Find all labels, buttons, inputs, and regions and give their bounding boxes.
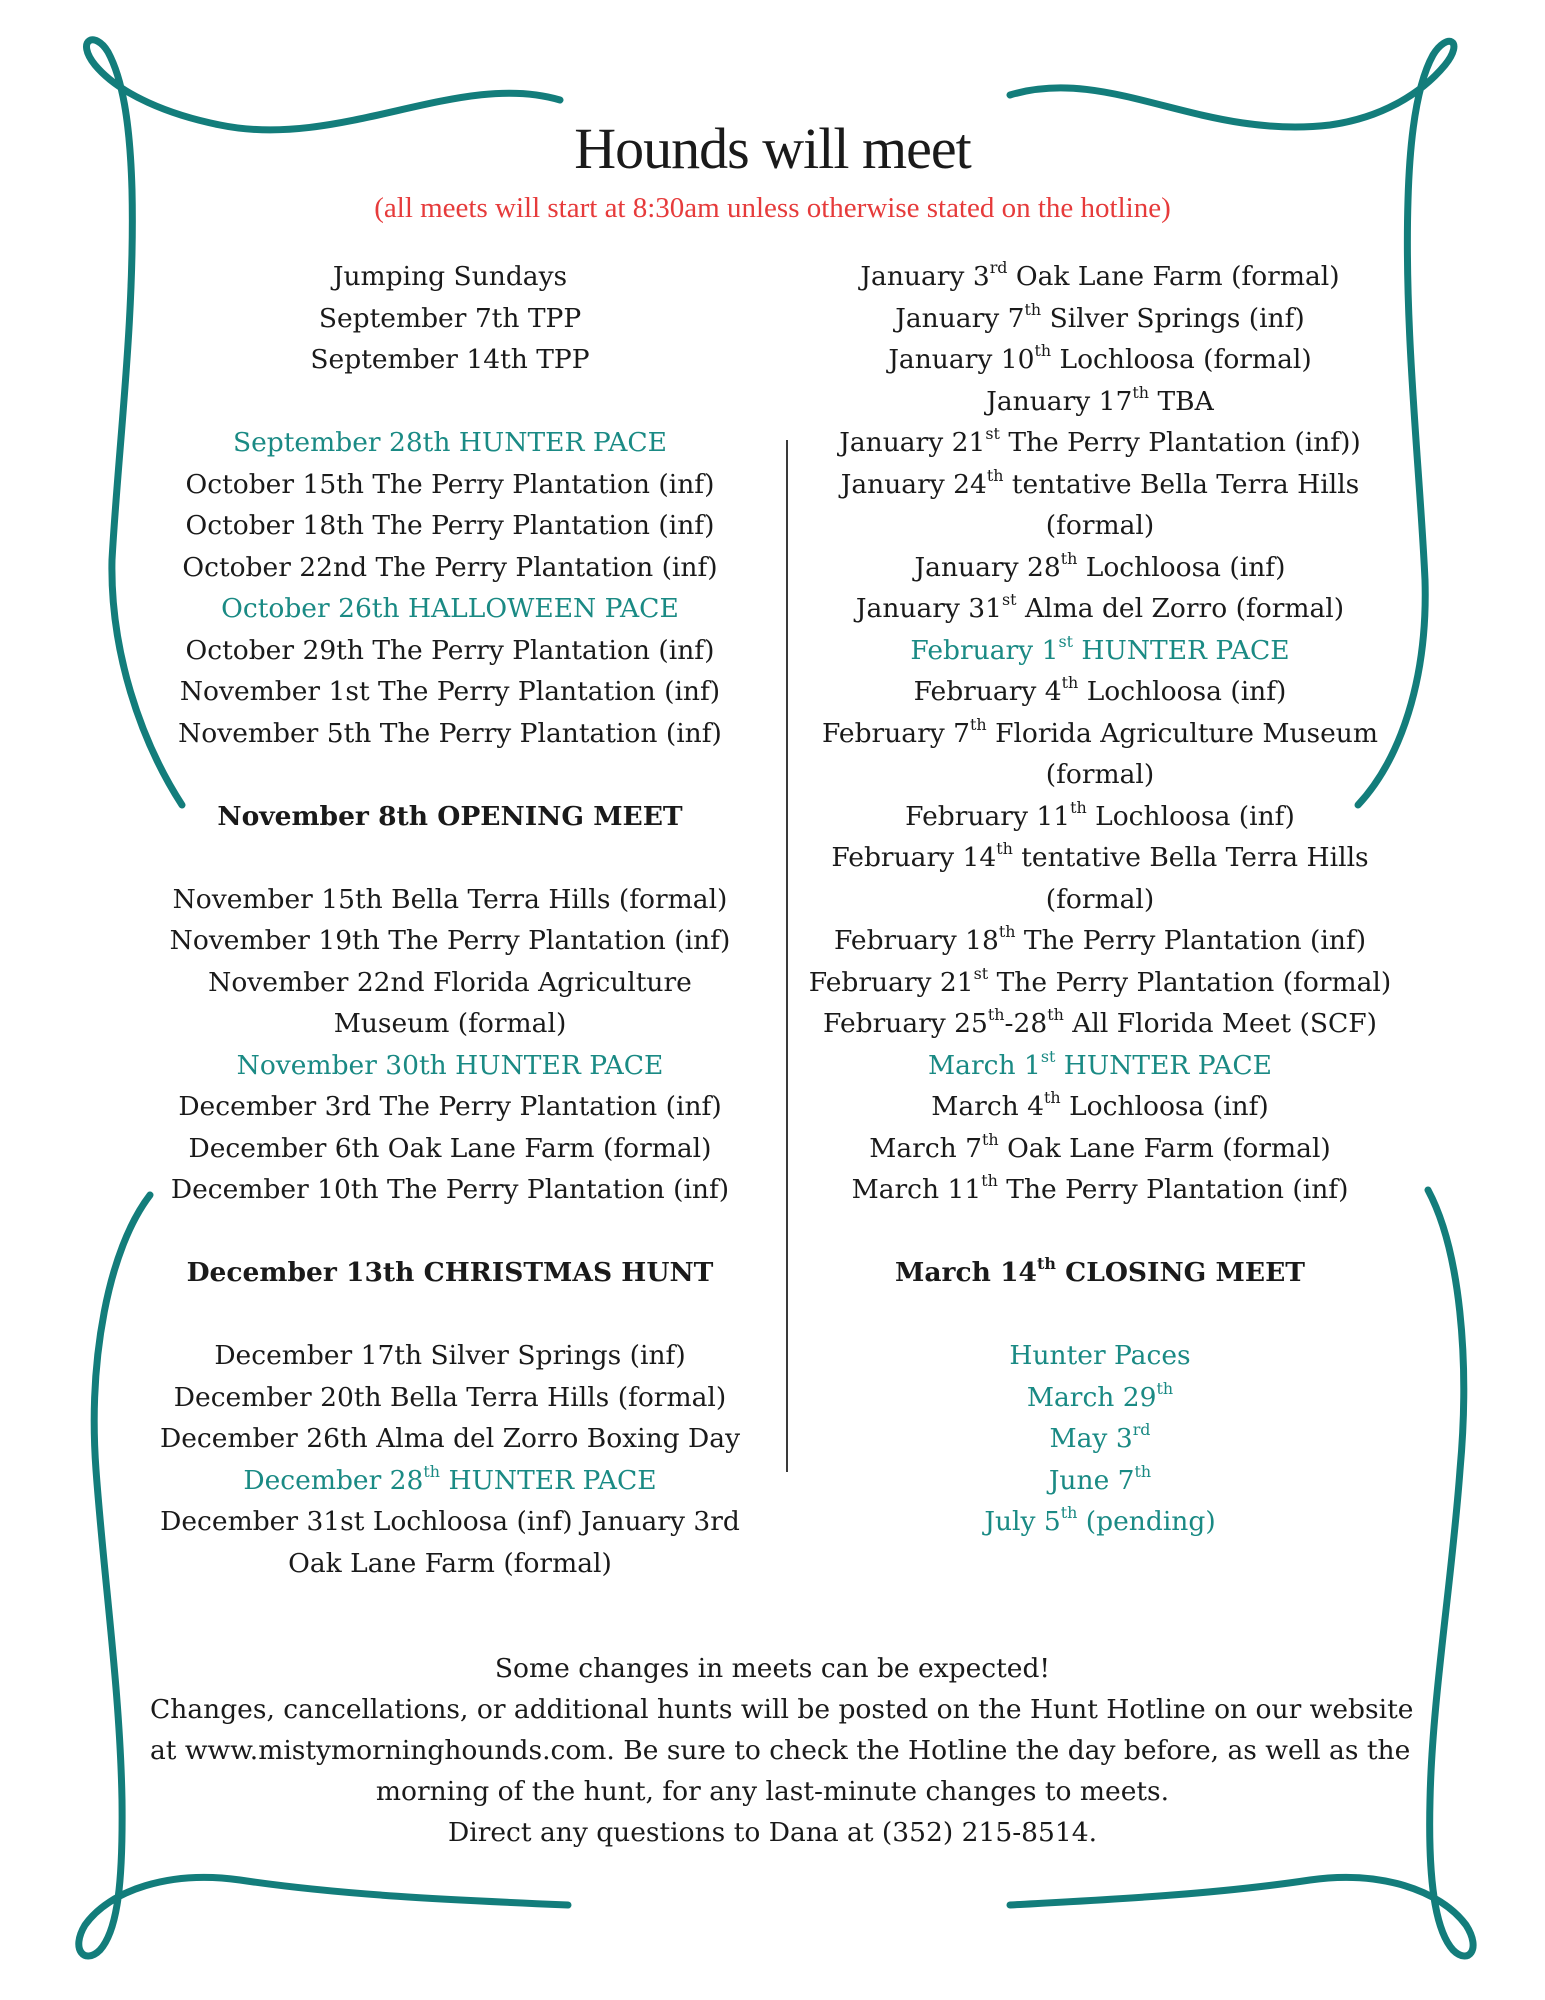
page-subtitle: (all meets will start at 8:30am unless otherwise stated on the hotline) (374, 192, 1171, 224)
halloween-pace-line: October 26th HALLOWEEN PACE (221, 593, 679, 624)
page-title: Hounds will meet (574, 116, 971, 181)
hunter-pace-date: May 3rd (1049, 1420, 1151, 1454)
schedule-line: February 7th Florida Agriculture Museum (821, 714, 1379, 749)
schedule-line: January 28th Lochloosa (inf) (914, 548, 1286, 583)
schedule-line: Oak Lane Farm (formal) (288, 1547, 612, 1579)
schedule-line: November 1st The Perry Plantation (inf) (179, 676, 721, 707)
schedule-line: November 5th The Perry Plantation (inf) (178, 717, 722, 749)
left-schedule-column (140, 256, 760, 1584)
schedule-line: February 21st The Perry Plantation (formal) (808, 963, 1392, 998)
schedule-line: February 14th tentative Bella Terra Hills (831, 839, 1369, 873)
schedule-line: December 20th Bella Terra Hills (formal) (173, 1381, 727, 1413)
hunter-paces-heading: Hunter Paces (1009, 1340, 1191, 1371)
schedule-line: October 18th The Perry Plantation (inf) (185, 510, 715, 541)
footer-notice (150, 1648, 1414, 1853)
hunter-pace-line: March 1st HUNTER PACE (928, 1046, 1272, 1081)
schedule-line: February 25th-28th All Florida Meet (SCF) (823, 1005, 1377, 1039)
footer-line: Changes, cancellations, or additional hunts will be posted on the Hunt Hotline on our website (150, 1694, 1414, 1725)
schedule-line: March 7th Oak Lane Farm (formal) (869, 1129, 1331, 1164)
schedule-line: March 4th Lochloosa (inf) (931, 1088, 1269, 1122)
hunter-pace-date: June 7th (1048, 1461, 1152, 1496)
hunter-pace-date: July 5th (pending) (984, 1503, 1216, 1537)
schedule-line: November 15th Bella Terra Hills (formal) (172, 883, 728, 915)
opening-meet-line: November 8th OPENING MEET (217, 800, 683, 832)
schedule-line: November 22nd Florida Agriculture (208, 966, 692, 998)
footer-line: Some changes in meets can be expected! (494, 1653, 1051, 1684)
schedule-line: Jumping Sundays (332, 261, 568, 292)
schedule-line: January 21st The Perry Plantation (inf)) (839, 424, 1361, 458)
schedule-line: Museum (formal) (333, 1008, 567, 1039)
schedule-line: February 18th The Perry Plantation (inf) (833, 922, 1367, 956)
schedule-line: September 7th TPP (318, 302, 582, 334)
column-divider (786, 440, 788, 1472)
hunter-pace-date: March 29th (1026, 1378, 1174, 1413)
schedule-line: October 22nd The Perry Plantation (inf) (182, 551, 718, 583)
schedule-line: October 15th The Perry Plantation (inf) (185, 468, 715, 500)
hunter-pace-line: February 1st HUNTER PACE (910, 631, 1290, 666)
schedule-line: December 26th Alma del Zorro Boxing Day (159, 1423, 741, 1454)
schedule-line: (formal) (1045, 510, 1155, 541)
christmas-hunt-line: December 13th CHRISTMAS HUNT (186, 1257, 714, 1288)
schedule-line: January 7th Silver Springs (inf) (895, 299, 1305, 334)
closing-meet-line: March 14th CLOSING MEET (895, 1254, 1305, 1288)
hunter-pace-line: December 28th HUNTER PACE (243, 1461, 657, 1496)
hunter-pace-line: November 30th HUNTER PACE (236, 1049, 664, 1081)
schedule-line: September 14th TPP (310, 344, 590, 375)
schedule-line: March 11th The Perry Plantation (inf) (851, 1171, 1349, 1205)
schedule-line: January 31st Alma del Zorro (formal) (855, 590, 1345, 624)
hunter-pace-line: September 28th HUNTER PACE (232, 427, 668, 458)
footer-line: at www.mistymorninghounds.com. Be sure to check the Hotline the day before, as well as the (150, 1735, 1411, 1766)
schedule-line: (formal) (1045, 759, 1155, 790)
schedule-line: February 4th Lochloosa (inf) (913, 673, 1287, 707)
schedule-line: January 17th TBA (986, 382, 1214, 417)
footer-line: morning of the hunt, for any last-minute changes to meets. (375, 1776, 1170, 1807)
schedule-line: December 31st Lochloosa (inf) January 3rd (160, 1506, 740, 1537)
schedule-line: December 6th Oak Lane Farm (formal) (188, 1132, 712, 1164)
schedule-line: January 10th Lochloosa (formal) (888, 341, 1312, 375)
schedule-line: January 3rd Oak Lane Farm (formal) (860, 258, 1340, 292)
schedule-line: December 3rd The Perry Plantation (inf) (178, 1091, 722, 1122)
schedule-line: January 24th tentative Bella Terra Hills (840, 465, 1360, 500)
schedule-line: December 17th Silver Springs (inf) (214, 1340, 686, 1371)
schedule-line: November 19th The Perry Plantation (inf) (169, 925, 731, 956)
schedule-line: October 29th The Perry Plantation (inf) (185, 634, 715, 666)
right-schedule-column (790, 256, 1410, 1543)
schedule-line: December 10th The Perry Plantation (inf) (170, 1174, 730, 1205)
schedule-line: February 11th Lochloosa (inf) (905, 797, 1295, 832)
schedule-line: (formal) (1045, 883, 1155, 915)
footer-line: Direct any questions to Dana at (352) 215-8514. (447, 1817, 1098, 1848)
